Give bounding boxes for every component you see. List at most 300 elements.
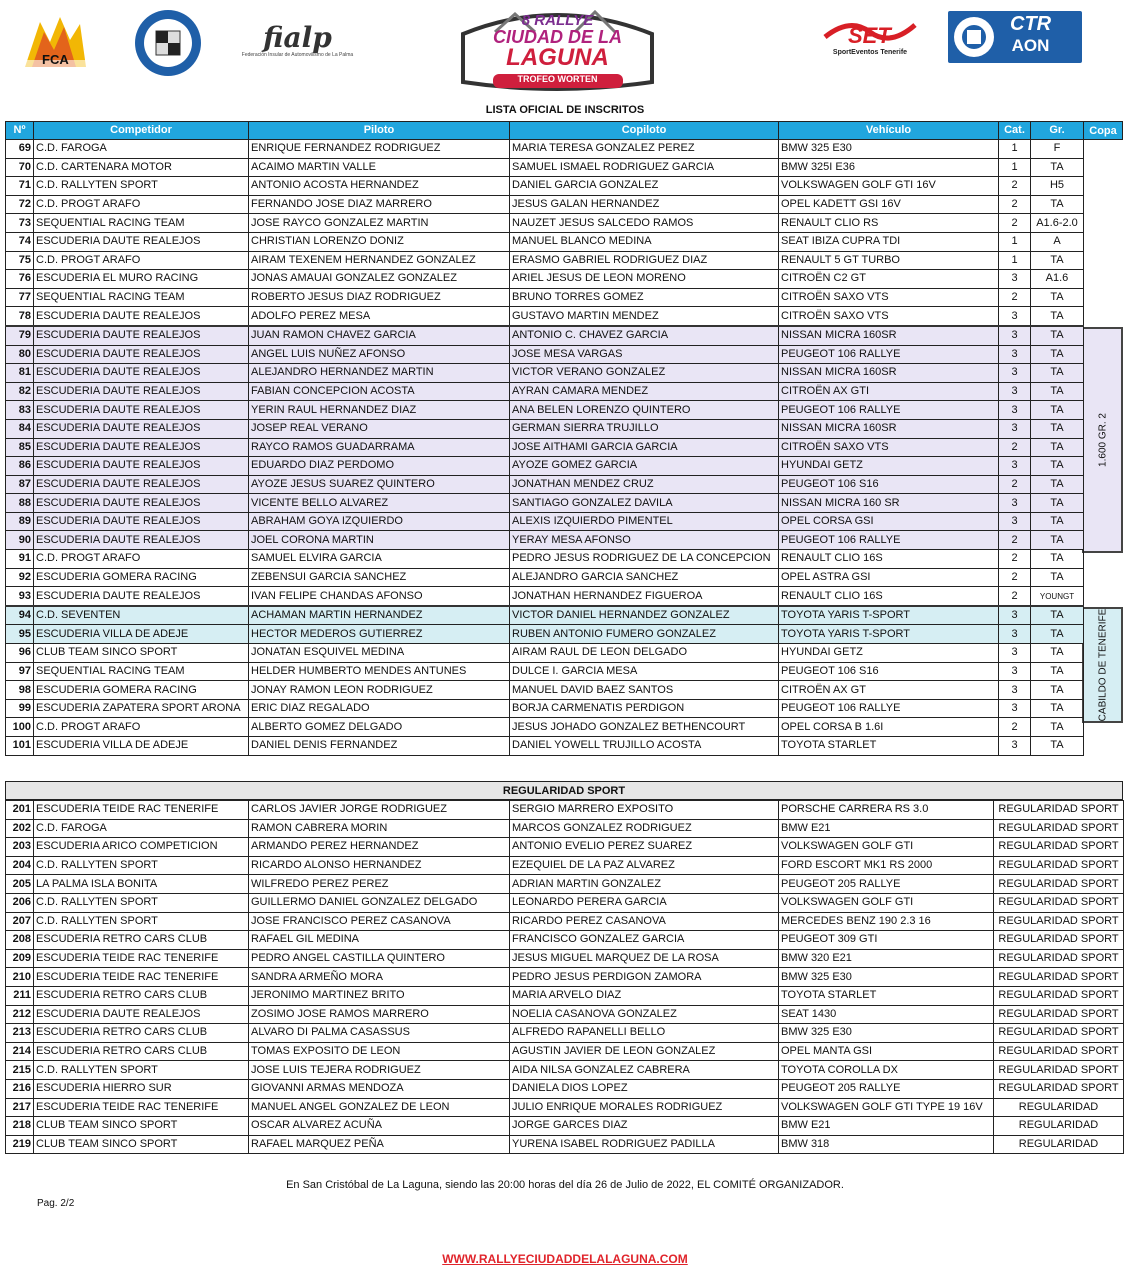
cell-piloto: ABRAHAM GOYA IZQUIERDO	[249, 512, 510, 531]
cell-copiloto: ARIEL JESUS DE LEON MORENO	[510, 270, 779, 289]
table-row	[6, 838, 1124, 857]
cell-copiloto: ALFREDO RAPANELLI BELLO	[510, 1024, 779, 1043]
cell-copiloto: EZEQUIEL DE LA PAZ ALVAREZ	[510, 856, 779, 875]
table-row	[6, 625, 1084, 644]
cell-competidor: C.D. RALLYTEN SPORT	[34, 856, 249, 875]
cell-num: 71	[6, 177, 34, 196]
cell-vehiculo: RENAULT CLIO RS	[779, 214, 999, 233]
cell-piloto: AIRAM TEXENEM HERNANDEZ GONZALEZ	[249, 251, 510, 270]
cell-vehiculo: TOYOTA STARLET	[779, 737, 999, 756]
cell-num: 216	[6, 1079, 34, 1098]
page-number: Pag. 2/2	[37, 1198, 75, 1209]
cell-copiloto: SANTIAGO GONZALEZ DAVILA	[510, 494, 779, 513]
cell-gr: TA	[1031, 606, 1084, 625]
cell-vehiculo: PEUGEOT 205 RALLYE	[779, 1079, 994, 1098]
table-row	[6, 177, 1084, 196]
cell-vehiculo: PEUGEOT 106 RALLYE	[779, 345, 999, 364]
cell-competidor: SEQUENTIAL RACING TEAM	[34, 662, 249, 681]
cell-num: 99	[6, 699, 34, 718]
cell-categoria: REGULARIDAD SPORT	[994, 893, 1124, 912]
table-row	[6, 195, 1084, 214]
cell-copiloto: ALEXIS IZQUIERDO PIMENTEL	[510, 512, 779, 531]
copa-gr2-label: 1.600 GR. 2	[1097, 413, 1108, 467]
cell-cat: 2	[999, 531, 1031, 550]
cell-gr: TA	[1031, 195, 1084, 214]
table-row	[6, 307, 1084, 326]
cell-competidor: ESCUDERIA DAUTE REALEJOS	[34, 345, 249, 364]
svg-text:SET: SET	[848, 23, 891, 48]
cell-vehiculo: OPEL KADETT GSI 16V	[779, 195, 999, 214]
cell-copiloto: MARIA TERESA GONZALEZ PEREZ	[510, 140, 779, 159]
table-row	[6, 364, 1084, 383]
cell-copiloto: MARIA ARVELO DIAZ	[510, 986, 779, 1005]
cell-copiloto: VICTOR VERANO GONZALEZ	[510, 364, 779, 383]
cell-gr: TA	[1031, 475, 1084, 494]
cell-copiloto: JORGE GARCES DIAZ	[510, 1117, 779, 1136]
cell-piloto: ALEJANDRO HERNANDEZ MARTIN	[249, 364, 510, 383]
cell-gr: TA	[1031, 419, 1084, 438]
cell-cat: 3	[999, 644, 1031, 663]
table-row	[6, 401, 1084, 420]
table-row	[6, 288, 1084, 307]
cell-competidor: C.D. RALLYTEN SPORT	[34, 893, 249, 912]
cell-num: 87	[6, 475, 34, 494]
cell-copiloto: JONATHAN MENDEZ CRUZ	[510, 475, 779, 494]
cell-num: 85	[6, 438, 34, 457]
cell-piloto: ANTONIO ACOSTA HERNANDEZ	[249, 177, 510, 196]
entries-table	[5, 121, 1084, 756]
cell-vehiculo: BMW 325 E30	[779, 140, 999, 159]
cell-num: 217	[6, 1098, 34, 1117]
cell-competidor: C.D. CARTENARA MOTOR	[34, 158, 249, 177]
cell-num: 201	[6, 801, 34, 820]
cell-vehiculo: TOYOTA STARLET	[779, 986, 994, 1005]
ctr-logo: CTR AON	[948, 11, 1082, 63]
cell-copiloto: RUBEN ANTONIO FUMERO GONZALEZ	[510, 625, 779, 644]
cell-piloto: HECTOR MEDEROS GUTIERREZ	[249, 625, 510, 644]
cell-vehiculo: HYUNDAI GETZ	[779, 457, 999, 476]
cell-num: 100	[6, 718, 34, 737]
table-row	[6, 1042, 1124, 1061]
cell-gr: TA	[1031, 158, 1084, 177]
cell-competidor: C.D. PROGT ARAFO	[34, 718, 249, 737]
cell-piloto: RAYCO RAMOS GUADARRAMA	[249, 438, 510, 457]
cell-cat: 3	[999, 662, 1031, 681]
cell-vehiculo: OPEL ASTRA GSI	[779, 568, 999, 587]
cell-vehiculo: MERCEDES BENZ 190 2.3 16	[779, 912, 994, 931]
table-row	[6, 158, 1084, 177]
cell-copiloto: SAMUEL ISMAEL RODRIGUEZ GARCIA	[510, 158, 779, 177]
col-copiloto: Copiloto	[510, 122, 779, 140]
cell-competidor: ESCUDERIA DAUTE REALEJOS	[34, 531, 249, 550]
cell-gr: TA	[1031, 737, 1084, 756]
cell-cat: 1	[999, 140, 1031, 159]
copa-gr2-band	[1082, 327, 1123, 553]
cell-piloto: FERNANDO JOSE DIAZ MARRERO	[249, 195, 510, 214]
cell-vehiculo: NISSAN MICRA 160SR	[779, 364, 999, 383]
cell-num: 211	[6, 986, 34, 1005]
cell-competidor: C.D. RALLYTEN SPORT	[34, 177, 249, 196]
table-row	[6, 475, 1084, 494]
cell-cat: 3	[999, 326, 1031, 345]
cell-piloto: CHRISTIAN LORENZO DONIZ	[249, 232, 510, 251]
cell-copiloto: BRUNO TORRES GOMEZ	[510, 288, 779, 307]
cell-num: 79	[6, 326, 34, 345]
cell-copiloto: JOSE AITHAMI GARCIA GARCIA	[510, 438, 779, 457]
cell-cat: 2	[999, 438, 1031, 457]
cell-num: 89	[6, 512, 34, 531]
cell-num: 206	[6, 893, 34, 912]
cell-cat: 3	[999, 270, 1031, 289]
cell-competidor: SEQUENTIAL RACING TEAM	[34, 214, 249, 233]
cell-piloto: ACAIMO MARTIN VALLE	[249, 158, 510, 177]
cell-piloto: JONAY RAMON LEON RODRIGUEZ	[249, 681, 510, 700]
cell-num: 98	[6, 681, 34, 700]
cell-copiloto: NOELIA CASANOVA GONZALEZ	[510, 1005, 779, 1024]
cell-gr: TA	[1031, 644, 1084, 663]
cell-copiloto: AYOZE GOMEZ GARCIA	[510, 457, 779, 476]
cell-piloto: GUILLERMO DANIEL GONZALEZ DELGADO	[249, 893, 510, 912]
cell-gr: TA	[1031, 457, 1084, 476]
cell-vehiculo: RENAULT CLIO 16S	[779, 550, 999, 569]
cell-cat: 3	[999, 699, 1031, 718]
cell-gr: TA	[1031, 699, 1084, 718]
cell-competidor: ESCUDERIA RETRO CARS CLUB	[34, 1042, 249, 1061]
cell-piloto: VICENTE BELLO ALVAREZ	[249, 494, 510, 513]
cell-vehiculo: CITROËN C2 GT	[779, 270, 999, 289]
cell-gr: TA	[1031, 718, 1084, 737]
cell-cat: 1	[999, 251, 1031, 270]
cell-piloto: TOMAS EXPOSITO DE LEON	[249, 1042, 510, 1061]
col-piloto: Piloto	[249, 122, 510, 140]
cell-vehiculo: PORSCHE CARRERA RS 3.0	[779, 801, 994, 820]
cell-copiloto: DANIEL YOWELL TRUJILLO ACOSTA	[510, 737, 779, 756]
cell-competidor: ESCUDERIA DAUTE REALEJOS	[34, 382, 249, 401]
cell-copiloto: AIDA NILSA GONZALEZ CABRERA	[510, 1061, 779, 1080]
col-cat: Cat.	[999, 122, 1031, 140]
cell-categoria: REGULARIDAD SPORT	[994, 931, 1124, 950]
website-link[interactable]: WWW.RALLYECIUDADDELALAGUNA.COM	[442, 1252, 688, 1266]
cell-competidor: ESCUDERIA GOMERA RACING	[34, 568, 249, 587]
cell-competidor: ESCUDERIA TEIDE RAC TENERIFE	[34, 949, 249, 968]
cell-categoria: REGULARIDAD SPORT	[994, 819, 1124, 838]
cell-competidor: CLUB TEAM SINCO SPORT	[34, 1135, 249, 1154]
table-row	[6, 949, 1124, 968]
cell-cat: 3	[999, 364, 1031, 383]
cell-piloto: JOSE RAYCO GONZALEZ MARTIN	[249, 214, 510, 233]
closing-statement: En San Cristóbal de La Laguna, siendo las 20:00 horas del día 26 de Julio de 2022, EL COMITÉ ORGANIZADOR.	[286, 1179, 844, 1191]
cell-piloto: ERIC DIAZ REGALADO	[249, 699, 510, 718]
cell-copiloto: ANTONIO C. CHAVEZ GARCIA	[510, 326, 779, 345]
cell-vehiculo: RENAULT CLIO 16S	[779, 587, 999, 606]
cell-copiloto: AGUSTIN JAVIER DE LEON GONZALEZ	[510, 1042, 779, 1061]
cell-copiloto: DANIELA DIOS LOPEZ	[510, 1079, 779, 1098]
cell-num: 218	[6, 1117, 34, 1136]
cell-categoria: REGULARIDAD SPORT	[994, 1024, 1124, 1043]
cell-cat: 3	[999, 419, 1031, 438]
col-vehiculo: Vehículo	[779, 122, 999, 140]
cell-competidor: ESCUDERIA VILLA DE ADEJE	[34, 737, 249, 756]
cell-piloto: GIOVANNI ARMAS MENDOZA	[249, 1079, 510, 1098]
cell-gr: TA	[1031, 568, 1084, 587]
cell-competidor: C.D. RALLYTEN SPORT	[34, 1061, 249, 1080]
cell-vehiculo: PEUGEOT 309 GTI	[779, 931, 994, 950]
cell-num: 97	[6, 662, 34, 681]
cell-piloto: ENRIQUE FERNANDEZ RODRIGUEZ	[249, 140, 510, 159]
table-row	[6, 606, 1084, 625]
cell-vehiculo: RENAULT 5 GT TURBO	[779, 251, 999, 270]
copa-cabildo-band	[1082, 607, 1123, 723]
cell-competidor: C.D. SEVENTEN	[34, 606, 249, 625]
cell-competidor: ESCUDERIA DAUTE REALEJOS	[34, 364, 249, 383]
cell-vehiculo: VOLKSWAGEN GOLF GTI TYPE 19 16V	[779, 1098, 994, 1117]
cell-piloto: PEDRO ANGEL CASTILLA QUINTERO	[249, 949, 510, 968]
cell-num: 202	[6, 819, 34, 838]
cell-num: 95	[6, 625, 34, 644]
cell-cat: 2	[999, 288, 1031, 307]
cell-competidor: C.D. PROGT ARAFO	[34, 195, 249, 214]
cell-vehiculo: BMW 325I E36	[779, 158, 999, 177]
cell-vehiculo: BMW 318	[779, 1135, 994, 1154]
cell-piloto: ZOSIMO JOSE RAMOS MARRERO	[249, 1005, 510, 1024]
cell-competidor: ESCUDERIA DAUTE REALEJOS	[34, 1005, 249, 1024]
cell-vehiculo: BMW E21	[779, 1117, 994, 1136]
cell-num: 75	[6, 251, 34, 270]
cell-competidor: C.D. RALLYTEN SPORT	[34, 912, 249, 931]
cell-copiloto: DANIEL GARCIA GONZALEZ	[510, 177, 779, 196]
cell-vehiculo: PEUGEOT 106 RALLYE	[779, 531, 999, 550]
cell-gr: A1.6-2.0	[1031, 214, 1084, 233]
cell-vehiculo: VOLKSWAGEN GOLF GTI	[779, 838, 994, 857]
table-row	[6, 986, 1124, 1005]
cell-cat: 3	[999, 681, 1031, 700]
federacion-logo	[133, 8, 203, 78]
table-row	[6, 644, 1084, 663]
cell-piloto: ARMANDO PEREZ HERNANDEZ	[249, 838, 510, 857]
cell-num: 86	[6, 457, 34, 476]
cell-vehiculo: CITROËN SAXO VTS	[779, 307, 999, 326]
cell-num: 93	[6, 587, 34, 606]
cell-piloto: JOSE LUIS TEJERA RODRIGUEZ	[249, 1061, 510, 1080]
cell-cat: 2	[999, 568, 1031, 587]
fialp-logo: fialp Federación Insular de Automovilismo de La Palma	[241, 20, 354, 58]
cell-vehiculo: SEAT IBIZA CUPRA TDI	[779, 232, 999, 251]
cell-cat: 2	[999, 550, 1031, 569]
cell-vehiculo: TOYOTA COROLLA DX	[779, 1061, 994, 1080]
cell-categoria: REGULARIDAD SPORT	[994, 949, 1124, 968]
cell-num: 208	[6, 931, 34, 950]
cell-copiloto: FRANCISCO GONZALEZ GARCIA	[510, 931, 779, 950]
cell-competidor: CLUB TEAM SINCO SPORT	[34, 1117, 249, 1136]
cell-copiloto: MANUEL DAVID BAEZ SANTOS	[510, 681, 779, 700]
cell-competidor: ESCUDERIA TEIDE RAC TENERIFE	[34, 801, 249, 820]
cell-competidor: C.D. PROGT ARAFO	[34, 550, 249, 569]
cell-piloto: IVAN FELIPE CHANDAS AFONSO	[249, 587, 510, 606]
cell-piloto: ACHAMAN MARTIN HERNANDEZ	[249, 606, 510, 625]
cell-competidor: ESCUDERIA DAUTE REALEJOS	[34, 475, 249, 494]
cell-copiloto: GUSTAVO MARTIN MENDEZ	[510, 307, 779, 326]
cell-gr: H5	[1031, 177, 1084, 196]
table-row	[6, 1079, 1124, 1098]
cell-gr: YOUNGT	[1031, 587, 1084, 606]
cell-copiloto: YERAY MESA AFONSO	[510, 531, 779, 550]
cell-piloto: RAMON CABRERA MORIN	[249, 819, 510, 838]
cell-gr: TA	[1031, 345, 1084, 364]
cell-categoria: REGULARIDAD	[994, 1098, 1124, 1117]
cell-num: 213	[6, 1024, 34, 1043]
cell-vehiculo: BMW E21	[779, 819, 994, 838]
cell-copiloto: PEDRO JESUS RODRIGUEZ DE LA CONCEPCION	[510, 550, 779, 569]
cell-vehiculo: BMW 325 E30	[779, 1024, 994, 1043]
cell-num: 219	[6, 1135, 34, 1154]
col-competidor: Competidor	[34, 122, 249, 140]
table-row	[6, 968, 1124, 987]
table-row	[6, 382, 1084, 401]
cell-piloto: JONAS AMAUAI GONZALEZ GONZALEZ	[249, 270, 510, 289]
table-row	[6, 819, 1124, 838]
cell-num: 70	[6, 158, 34, 177]
cell-categoria: REGULARIDAD SPORT	[994, 1061, 1124, 1080]
cell-copiloto: JESUS JOHADO GONZALEZ BETHENCOURT	[510, 718, 779, 737]
cell-piloto: WILFREDO PEREZ PEREZ	[249, 875, 510, 894]
cell-vehiculo: CITROËN AX GTI	[779, 382, 999, 401]
cell-piloto: JUAN RAMON CHAVEZ GARCIA	[249, 326, 510, 345]
cell-vehiculo: TOYOTA YARIS T-SPORT	[779, 606, 999, 625]
cell-categoria: REGULARIDAD SPORT	[994, 986, 1124, 1005]
cell-competidor: ESCUDERIA HIERRO SUR	[34, 1079, 249, 1098]
cell-num: 204	[6, 856, 34, 875]
cell-num: 84	[6, 419, 34, 438]
cell-cat: 1	[999, 232, 1031, 251]
cell-piloto: RAFAEL GIL MEDINA	[249, 931, 510, 950]
table-row	[6, 931, 1124, 950]
cell-competidor: CLUB TEAM SINCO SPORT	[34, 644, 249, 663]
cell-vehiculo: HYUNDAI GETZ	[779, 644, 999, 663]
cell-categoria: REGULARIDAD	[994, 1135, 1124, 1154]
cell-cat: 1	[999, 158, 1031, 177]
cell-num: 77	[6, 288, 34, 307]
cell-competidor: LA PALMA ISLA BONITA	[34, 875, 249, 894]
cell-competidor: ESCUDERIA DAUTE REALEJOS	[34, 401, 249, 420]
cell-piloto: JONATAN ESQUIVEL MEDINA	[249, 644, 510, 663]
cell-gr: TA	[1031, 251, 1084, 270]
cell-competidor: ESCUDERIA DAUTE REALEJOS	[34, 494, 249, 513]
cell-copiloto: JOSE MESA VARGAS	[510, 345, 779, 364]
cell-competidor: ESCUDERIA DAUTE REALEJOS	[34, 457, 249, 476]
cell-cat: 3	[999, 457, 1031, 476]
cell-competidor: C.D. PROGT ARAFO	[34, 251, 249, 270]
cell-gr: TA	[1031, 681, 1084, 700]
cell-copiloto: SERGIO MARRERO EXPOSITO	[510, 801, 779, 820]
cell-copiloto: MARCOS GONZALEZ RODRIGUEZ	[510, 819, 779, 838]
cell-num: 215	[6, 1061, 34, 1080]
rally-logo: 8 RALLYE CIUDAD DE LA LAGUNA TROFEO WORTEN	[455, 4, 660, 92]
cell-vehiculo: CITROËN SAXO VTS	[779, 438, 999, 457]
cell-categoria: REGULARIDAD SPORT	[994, 838, 1124, 857]
table-row	[6, 699, 1084, 718]
table-row	[6, 1135, 1124, 1154]
cell-cat: 3	[999, 494, 1031, 513]
cell-categoria: REGULARIDAD SPORT	[994, 1005, 1124, 1024]
cell-categoria: REGULARIDAD SPORT	[994, 968, 1124, 987]
cell-competidor: ESCUDERIA DAUTE REALEJOS	[34, 307, 249, 326]
cell-competidor: C.D. FAROGA	[34, 819, 249, 838]
cell-copiloto: AYRAN CAMARA MENDEZ	[510, 382, 779, 401]
cell-copiloto: NAUZET JESUS SALCEDO RAMOS	[510, 214, 779, 233]
cell-competidor: ESCUDERIA DAUTE REALEJOS	[34, 326, 249, 345]
cell-gr: TA	[1031, 401, 1084, 420]
cell-gr: TA	[1031, 512, 1084, 531]
cell-cat: 2	[999, 475, 1031, 494]
cell-categoria: REGULARIDAD SPORT	[994, 1079, 1124, 1098]
cell-piloto: ALVARO DI PALMA CASASSUS	[249, 1024, 510, 1043]
table-row	[6, 801, 1124, 820]
cell-num: 78	[6, 307, 34, 326]
cell-gr: A	[1031, 232, 1084, 251]
table-row	[6, 251, 1084, 270]
table-row	[6, 550, 1084, 569]
cell-num: 81	[6, 364, 34, 383]
cell-num: 74	[6, 232, 34, 251]
cell-num: 72	[6, 195, 34, 214]
cell-vehiculo: PEUGEOT 106 S16	[779, 475, 999, 494]
cell-vehiculo: NISSAN MICRA 160SR	[779, 326, 999, 345]
table-row	[6, 232, 1084, 251]
cell-competidor: ESCUDERIA DAUTE REALEJOS	[34, 587, 249, 606]
cell-piloto: ZEBENSUI GARCIA SANCHEZ	[249, 568, 510, 587]
table-row	[6, 737, 1084, 756]
cell-copiloto: ANTONIO EVELIO PEREZ SUAREZ	[510, 838, 779, 857]
cell-competidor: C.D. FAROGA	[34, 140, 249, 159]
cell-copiloto: BORJA CARMENATIS PERDIGON	[510, 699, 779, 718]
cell-competidor: ESCUDERIA TEIDE RAC TENERIFE	[34, 968, 249, 987]
cell-competidor: ESCUDERIA ARICO COMPETICION	[34, 838, 249, 857]
cell-cat: 3	[999, 345, 1031, 364]
table-row	[6, 1117, 1124, 1136]
cell-piloto: HELDER HUMBERTO MENDES ANTUNES	[249, 662, 510, 681]
table-row	[6, 345, 1084, 364]
table-row	[6, 1024, 1124, 1043]
cell-cat: 3	[999, 401, 1031, 420]
table-row	[6, 1061, 1124, 1080]
cell-piloto: AYOZE JESUS SUAREZ QUINTERO	[249, 475, 510, 494]
cell-piloto: FABIAN CONCEPCION ACOSTA	[249, 382, 510, 401]
cell-cat: 2	[999, 177, 1031, 196]
cell-copiloto: DULCE I. GARCIA MESA	[510, 662, 779, 681]
cell-copiloto: PEDRO JESUS PERDIGON ZAMORA	[510, 968, 779, 987]
cell-gr: TA	[1031, 550, 1084, 569]
cell-vehiculo: PEUGEOT 106 S16	[779, 662, 999, 681]
cell-num: 88	[6, 494, 34, 513]
cell-num: 209	[6, 949, 34, 968]
cell-num: 82	[6, 382, 34, 401]
cell-vehiculo: CITROËN AX GT	[779, 681, 999, 700]
table-row	[6, 419, 1084, 438]
cell-piloto: JOSEP REAL VERANO	[249, 419, 510, 438]
table-row	[6, 681, 1084, 700]
cell-copiloto: JESUS GALAN HERNANDEZ	[510, 195, 779, 214]
table-row	[6, 214, 1084, 233]
table-row	[6, 568, 1084, 587]
cell-num: 203	[6, 838, 34, 857]
cell-piloto: MANUEL ANGEL GONZALEZ DE LEON	[249, 1098, 510, 1117]
sportevents-logo: SET SportEventos Tenerife	[820, 14, 920, 59]
cell-gr: A1.6	[1031, 270, 1084, 289]
cell-cat: 2	[999, 214, 1031, 233]
cell-copiloto: GERMAN SIERRA TRUJILLO	[510, 419, 779, 438]
cell-gr: TA	[1031, 307, 1084, 326]
table-row	[6, 1098, 1124, 1117]
